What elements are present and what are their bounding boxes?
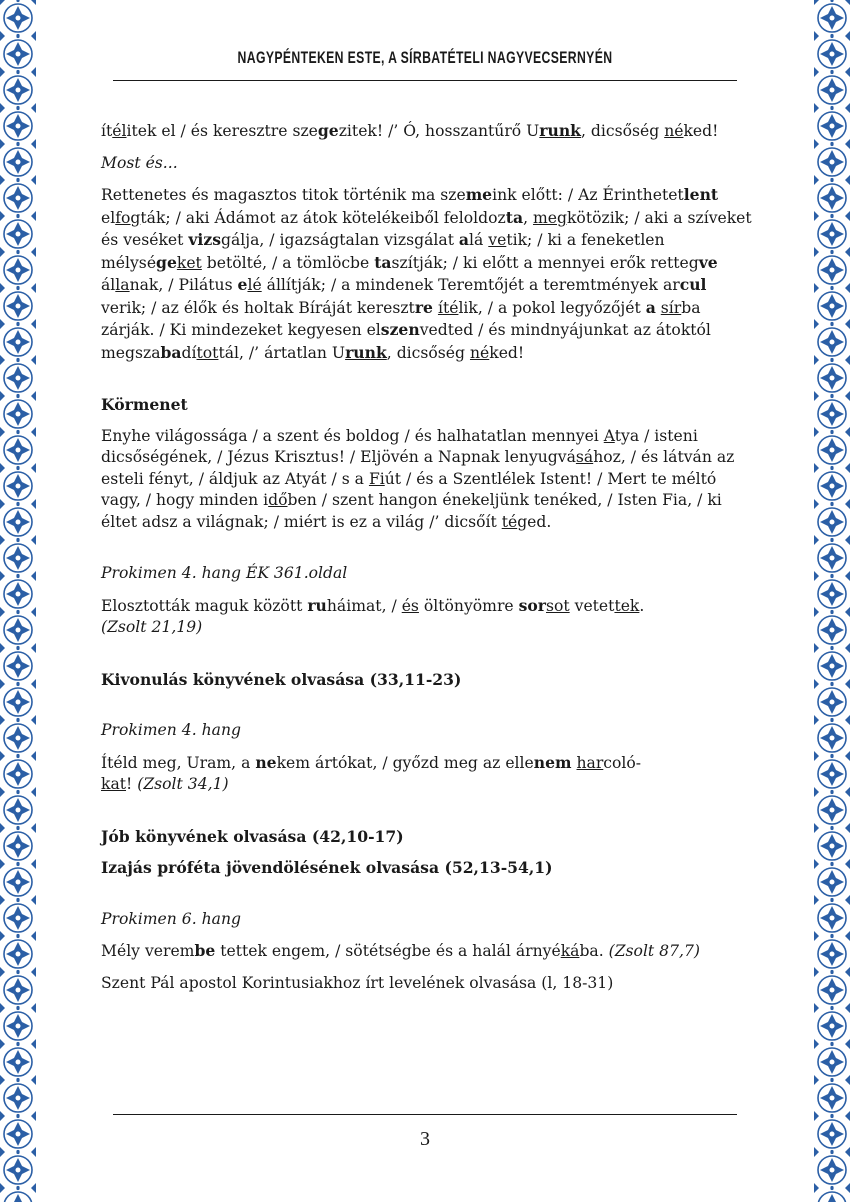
text-run: . [639, 596, 645, 615]
text-run: l [121, 122, 127, 140]
left-ornamental-border [0, 0, 36, 1202]
text-run: verik; / az élők és holtak Bíráját keresz [101, 298, 409, 317]
footer-rule [113, 1114, 737, 1115]
text-run: tettek engem, / sötétségbe és a halál árnyé [215, 942, 561, 960]
page-number: 3 [420, 1128, 430, 1150]
most-es [101, 153, 753, 175]
text-run: a [458, 230, 470, 249]
text-run: cul [679, 275, 707, 294]
text-run: ked! [683, 122, 719, 140]
text-run: (Zsolt 34,1) [137, 775, 229, 793]
text-run: , dicsőség [581, 122, 665, 140]
text-run: ink előtt: / Az Érinthetet [492, 186, 684, 204]
text-run: Prokimen 4. hang ÉK 361.oldal [101, 564, 348, 582]
text-run: Fi [368, 469, 385, 488]
text-run: szen [380, 320, 420, 339]
text-run: Rettenetes és magasztos titok történik ma sze [101, 186, 466, 204]
text-run: Most és... [101, 153, 178, 172]
header-rule [113, 80, 737, 81]
text-run: ked! [489, 343, 525, 362]
text-run: Mély verem [101, 942, 195, 960]
document-body [101, 120, 753, 994]
verse-ending [101, 120, 753, 143]
text-run: Ítéld meg, Uram, a [101, 753, 256, 772]
text-run: re [414, 297, 433, 317]
text-run: Prokimen 4. hang [101, 721, 241, 739]
text-run: ká [560, 942, 580, 960]
hymn-enyhe-vilagossaga [101, 426, 753, 534]
text-run: nem [533, 752, 572, 772]
text-run: szítják; / ki előtt a mennyei erők retteg [391, 253, 699, 272]
text-run: la [115, 276, 130, 294]
text-run: ne [255, 752, 277, 772]
reading-heading-izajas [101, 857, 753, 879]
text-run: tik; / ki a feneketlen mélysé [101, 231, 665, 272]
text-run: sor [518, 595, 546, 615]
text-run: ít [101, 122, 113, 140]
prokimen-heading-2 [101, 720, 753, 742]
text-run: runk [539, 121, 581, 140]
text-run: be [194, 941, 216, 960]
text-run: sá [575, 448, 594, 466]
text-run: nak, / Pilátus [129, 276, 238, 294]
text-run: í [437, 298, 443, 317]
text-run: vetet [569, 596, 615, 615]
text-run: és [401, 596, 419, 615]
text-run: (Zsolt 21,19) [101, 618, 203, 636]
text-run: tot [196, 343, 219, 362]
text-run: állítják; / a mindenek Teremtőjét a teremtmények ar [261, 276, 680, 294]
text-run: ket [176, 253, 202, 272]
text-run: ál [101, 276, 116, 294]
text-run: ben / szent hangon énekeljünk tenéked, / Isten Fia, / ki éltet adsz a világnak; / miért is ez a világ /’ dicsőít [101, 491, 722, 531]
text-run: té [442, 298, 459, 317]
text-run: betölté, / a tömlöcbe [201, 253, 375, 272]
prokimen-verse-2 [101, 752, 646, 796]
text-run: té [501, 512, 518, 531]
text-run: , [523, 208, 533, 227]
reading-heading-job [101, 826, 753, 848]
text-run: ba. [579, 942, 609, 960]
text-run: meg [532, 208, 567, 227]
text-run: ged. [517, 512, 552, 531]
text-run: itek el / és keresztre sze [126, 122, 318, 140]
text-run: lent [683, 185, 719, 204]
text-run: vizs [188, 230, 221, 249]
text-run: runk [345, 342, 387, 362]
text-run: kat [101, 775, 127, 793]
text-run: ge [317, 121, 339, 140]
text-run: me [465, 185, 493, 204]
page-header-title: NAGYPÉNTEKEN ESTE, A SÍRBATÉTELI NAGYVECSERNYÉN [237, 48, 613, 67]
prokimen-verse-1 [101, 595, 646, 639]
text-run: ba zárják. / Ki mindezeket kegyesen el [101, 298, 701, 339]
text-run: Szent Pál apostol Korintusiakhoz írt levelének olvasása (l, 18-31) [101, 973, 614, 992]
text-run: tya / isteni dicsőségének, / Jézus Krisztus! / Eljövén a Napnak lenyugvá [101, 426, 698, 466]
text-run: har [576, 753, 604, 772]
text-run: dő [268, 491, 288, 509]
text-run: Elosztották maguk között [101, 596, 308, 615]
prokimen-verse-3 [101, 940, 753, 963]
text-run: kem ártókat, / győzd meg az elle [276, 753, 534, 772]
text-run: sír [660, 298, 682, 317]
text-run: fog [115, 208, 141, 227]
text-run: öltönyömre [418, 596, 519, 615]
text-run: ták; / aki Ádámot az átok kötelékeiből feloldoz [140, 208, 506, 227]
text-run: Jób könyvének olvasása (42,10-17) [101, 826, 404, 846]
text-run: vedted / és mindnyájunkat az átoktól megsza [101, 321, 711, 362]
text-run: t [408, 298, 415, 317]
text-run: lik, / a pokol legyőzőjét [458, 298, 646, 317]
text-run: lá [469, 231, 489, 249]
heading-kormenet [101, 394, 753, 416]
text-run: coló [603, 753, 642, 772]
reading-heading-korintus [101, 973, 753, 995]
text-run: ru [307, 595, 327, 615]
text-run: ve [698, 252, 718, 272]
text-run: ta [374, 252, 392, 272]
text-run: hoz, / és látván az esteli fényt, / áldjuk az Atyát / s a [101, 448, 735, 488]
hymn-rettenetes [101, 184, 753, 364]
text-run: sot [546, 596, 570, 615]
text-run: Izajás próféta jövendölésének olvasása (52,13-54,1) [101, 858, 553, 877]
text-run: (Zsolt 87,7) [608, 942, 700, 960]
text-run: ba [160, 342, 182, 362]
text-run: ta [505, 207, 524, 227]
text-run: ve [488, 231, 507, 249]
text-run: háimat, / [326, 596, 402, 615]
text-run: e [237, 275, 248, 294]
prokimen-heading-1 [101, 563, 753, 585]
text-run: né [469, 343, 490, 362]
text-run: el [101, 208, 116, 227]
text-run: tál, /’ ártatlan U [218, 343, 346, 362]
text-run: zitek! /’ Ó, hosszantűrő U [338, 122, 540, 140]
text-run: gálja, / igazságtalan vizsgálat [220, 231, 459, 249]
text-run: a [645, 297, 656, 317]
text-run: ! [126, 775, 138, 793]
text-run: né [664, 122, 684, 140]
text-run: Prokimen 6. hang [101, 909, 241, 928]
text-run: Körmenet [101, 395, 188, 414]
text-run: kötözik; / aki a szíveket és veséket [101, 208, 752, 249]
reading-heading-kivonulas [101, 669, 753, 691]
text-run: Kivonulás könyvének olvasása (33,11-23) [101, 669, 462, 689]
text-run: dí [181, 343, 197, 362]
text-run: A [603, 426, 615, 445]
text-run: , dicsőség [386, 343, 470, 362]
text-run: lé [247, 276, 262, 294]
text-run: tek [614, 596, 640, 615]
text-run: Enyhe világossága / a szent és boldog / és halhatatlan mennyei [101, 426, 604, 445]
text-run: ge [156, 252, 177, 272]
right-ornamental-border [814, 0, 850, 1202]
text-run: é [112, 122, 122, 140]
text-run: út / és a Szentlélek Istent! / Mert te méltó vagy, / hogy minden i [101, 469, 717, 509]
prokimen-heading-3 [101, 909, 753, 931]
